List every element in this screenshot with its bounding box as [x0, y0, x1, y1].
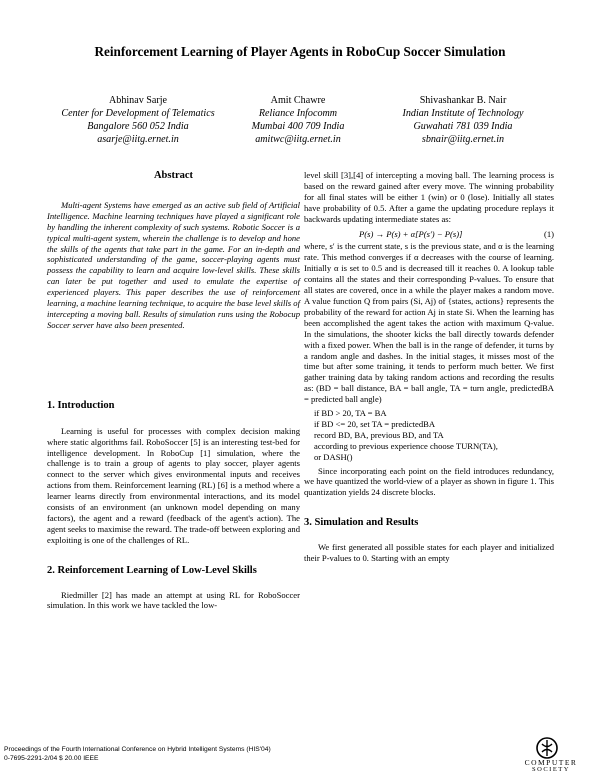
section-heading-simulation: 3. Simulation and Results — [304, 517, 419, 529]
author-email: sbnair@iitg.ernet.in — [421, 134, 505, 145]
code-line: or DASH() — [314, 451, 353, 462]
author-email: asarje@iitg.ernet.in — [97, 134, 179, 145]
equation-number: (1) — [543, 228, 554, 239]
footer-isbn: 0-7695-2291-2/04 $ 20.00 IEEE — [4, 755, 99, 763]
author-city: Bangalore 560 052 India — [87, 121, 189, 132]
logo-line-1: COMPUTER — [524, 758, 578, 767]
author-affiliation: Indian Institute of Technology — [402, 108, 524, 119]
code-line: according to previous experience choose TURN(TA), — [314, 440, 498, 451]
author-3 — [378, 94, 548, 146]
code-line: if BD > 20, TA = BA — [314, 408, 387, 419]
author-email: amitwc@iitg.ernet.in — [255, 134, 341, 145]
rl-paragraph-4: Since incorporating each point on the field introduces redundancy, we have quantized the world-view of a player as shown in figure 1. This quantization yields 24 discrete blocks. — [304, 465, 554, 498]
author-2 — [228, 94, 368, 146]
author-name: Abhinav Sarje — [108, 95, 168, 106]
logo-line-2: SOCIETY — [532, 766, 570, 773]
pseudo-code — [304, 408, 554, 463]
abstract-heading: Abstract — [153, 170, 194, 181]
author-name: Shivashankar B. Nair — [419, 95, 507, 106]
equation-1 — [304, 229, 554, 240]
rl-paragraph-3: where, s′ is the current state, s is the previous state, and α is the learning rate. This method converges if α decreases with the course of learning. Initially α is set to 0.5 and is decreased till it reaches 0. A lookup table contains all the states and their corresponding P-values. To ensure that all states are covered, once in a while the player makes a random move. A value function Q from pairs (Si, Aj) of {states, actions} represents the probability of the reward for action Aj in state Si. When the learning has been accomplished the agent takes the action with maximum Q-value. In the simulations, the shooter kicks the ball directly towards defender with a fixed power. When the ball is in the range of defender, it turns by a random angle and dashes. In the initial stages, it misses most of the time but after some training, it tends to perform much better. We first gather training data by taking random actions and recording the results as: (BD = ball distance, BA = ball angle, TA = turn angle, predictedBA = predicted ball angle) — [304, 241, 554, 405]
paper-title: Reinforcement Learning of Player Agents in RoboCup Soccer Simulation — [94, 44, 506, 59]
abstract-text: Multi-agent Systems have emerged as an active sub field of Artificial Intelligence. Machine learning techniques have played a significant role by handling the inherent complexity of such systems. Robotic Soccer is a typical multi-agent system, wherein the challenge is to develop and hone the skills of the agents that take part in the game. For an in-depth and sophisticated understanding of the game, soccer-playing agents must possess the capability to learn and acquire low-level skills. These skills can later be put together and used to emulate the expertise of experienced players. This paper describes the use of reinforcement learning, a machine learning technique, to acquire the base level skills of intercepting a moving ball. Results of simulation runs using the Robocup Soccer server have also been presented. — [47, 199, 300, 330]
equation-body: P(s) → P(s) + α[P(s′) − P(s)] — [359, 228, 463, 239]
section-heading-rl: 2. Reinforcement Learning of Low-Level Skills — [47, 564, 257, 576]
rl-paragraph-1: Riedmiller [2] has made an attempt at using RL for RoboSoccer simulation. In this work we have tackled the low- — [47, 589, 300, 611]
author-affiliation: Center for Development of Telematics — [61, 108, 215, 119]
left-column — [47, 171, 300, 611]
author-1 — [58, 94, 218, 146]
author-name: Amit Chawre — [270, 95, 326, 106]
rl-paragraph-2: level skill [3],[4] of intercepting a moving ball. The learning process is based on the reward gained after every move. The winning probability for all final states will be either 1 (win) or 0 (lose). Initially all states have probability of 0.5. After a game the updating procedure replays it backwards updating intermediate states as: — [304, 170, 554, 224]
code-line: if BD <= 20, set TA = predictedBA — [314, 418, 436, 429]
footer — [4, 745, 271, 764]
author-affiliation: Reliance Infocomm — [258, 108, 338, 119]
author-city: Mumbai 400 709 India — [251, 121, 345, 132]
right-column — [304, 170, 554, 564]
ieee-cs-emblem-icon — [536, 737, 558, 759]
sim-paragraph-1: We first generated all possible states for each player and initialized their P-values to 0. Starting with an empty — [304, 542, 554, 564]
author-city: Guwahati 781 039 India — [413, 121, 513, 132]
intro-paragraph: Learning is useful for processes with complex decision making where static algorithms fail. RoboSoccer [5] is an interesting test-bed for intelligence development. In RoboCup [1] simulation, where the challenge is to train a group of agents to play soccer, player agents connect to the server which gives environmental inputs and receives actions from them. Reinforcement learning (RL) [6] is a method where a learner learns directly from environmental interactions, and its model consists of an environment (an unknown model depending on many factors), the agent and a reward (feedback of the agent's action). The agent seeks to maximise the reward. The trade-off between exploring and exploiting is one of the challenges of RL. — [47, 425, 300, 545]
computer-society-logo — [510, 737, 592, 773]
section-heading-introduction: 1. Introduction — [47, 399, 115, 411]
code-line: record BD, BA, previous BD, and TA — [314, 429, 444, 440]
footer-proceedings: Proceedings of the Fourth International Conference on Hybrid Intelligent Systems (HIS'04) — [4, 746, 271, 753]
